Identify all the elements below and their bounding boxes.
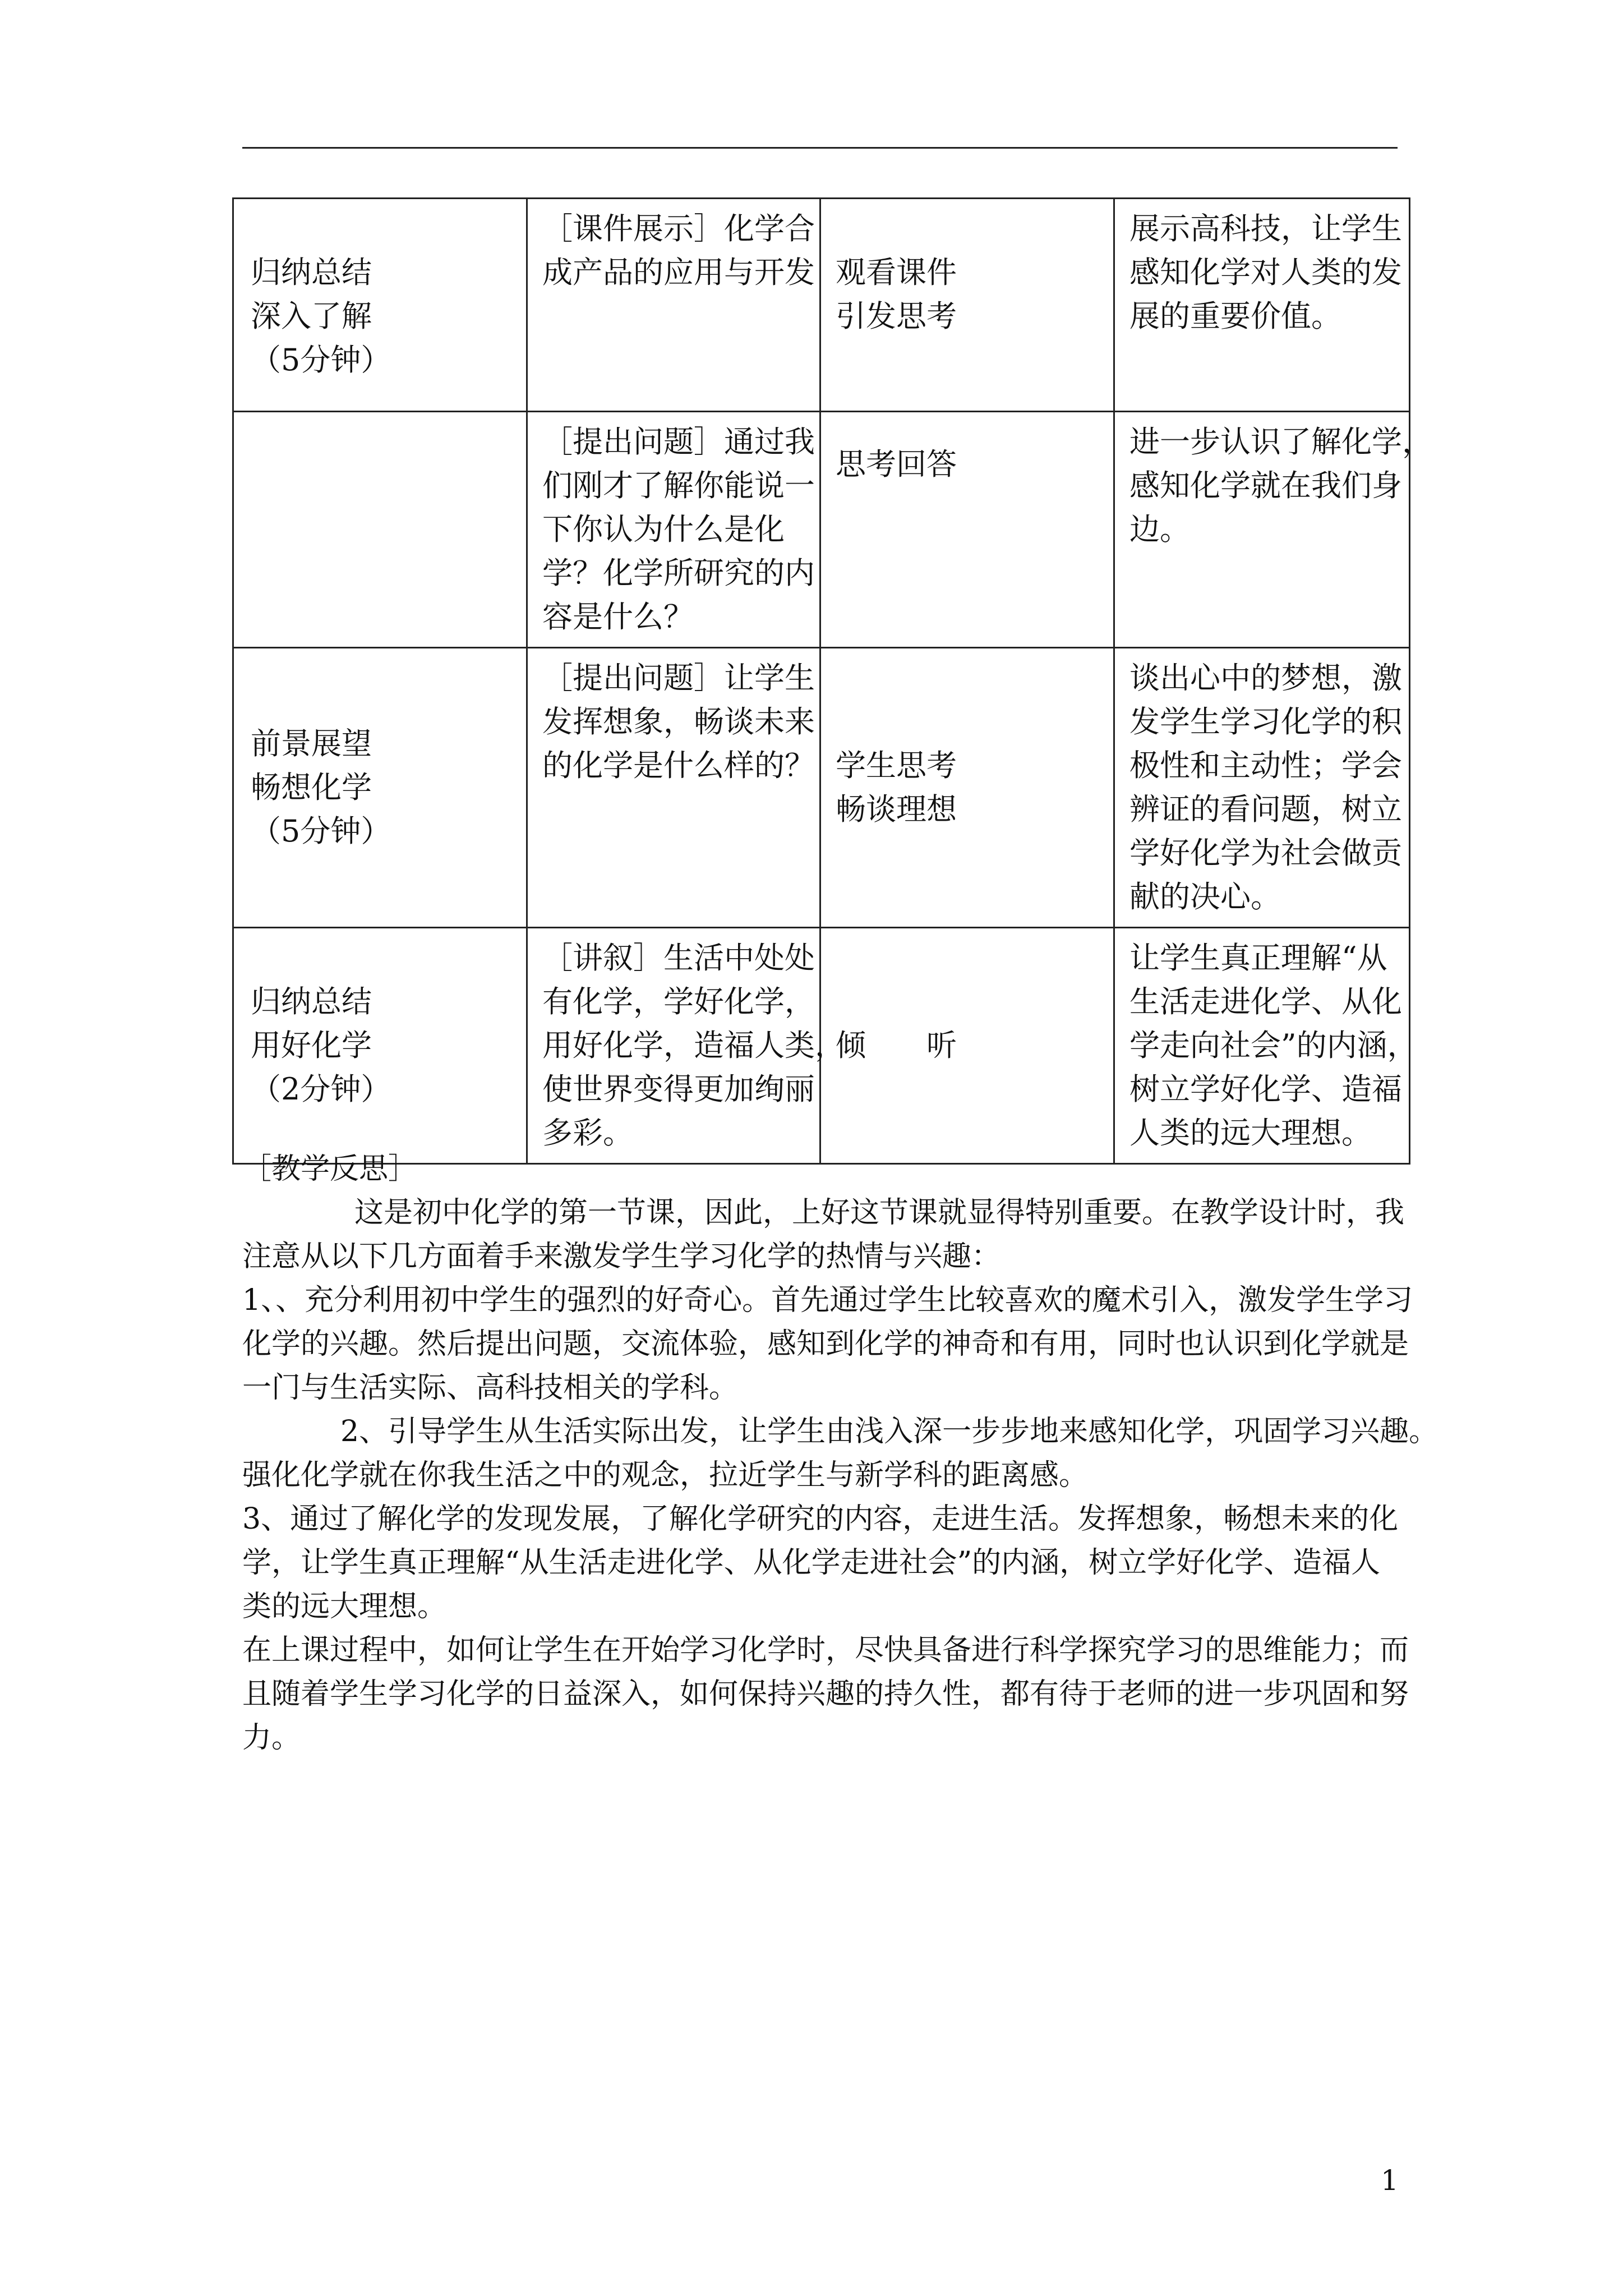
reflection-line: 2、引导学生从生活实际出发，让学生由浅入深一步步地来感知化学，巩固学习兴趣。 bbox=[340, 1415, 1438, 1448]
reflection-line: 一门与生活实际、高科技相关的学科。 bbox=[242, 1371, 739, 1405]
header-rule bbox=[242, 147, 1398, 149]
stage-cell bbox=[233, 648, 527, 928]
page-number: 1 bbox=[1381, 2164, 1399, 2197]
table-row bbox=[233, 199, 1410, 412]
reflection-line: 力。 bbox=[242, 1721, 301, 1755]
reflection-line: 这是初中化学的第一节课，因此，上好这节课就显得特别重要。在教学设计时，我 bbox=[354, 1196, 1405, 1230]
stage-line: 用好化学 bbox=[251, 1028, 372, 1063]
reflection-line: 类的远大理想。 bbox=[242, 1590, 447, 1623]
stage-cell bbox=[233, 928, 527, 1164]
reflection-line: 1、、充分利用初中学生的强烈的好奇心。首先通过学生比较喜欢的魔术引入，激发学生学习 bbox=[242, 1283, 1413, 1317]
teacher-activity-cell: ［课件展示］化学合 成产品的应用与开发 bbox=[527, 199, 820, 412]
teaching-reflection bbox=[242, 1147, 1438, 1760]
student-activity-cell: 思考回答 bbox=[820, 412, 1114, 648]
table-row bbox=[233, 648, 1410, 928]
stage-line: 归纳总结 bbox=[251, 984, 372, 1019]
stage-line: （5分钟） bbox=[251, 813, 391, 849]
reflection-line: 化学的兴趣。然后提出问题，交流体验，感知到化学的神奇和有用，同时也认识到化学就是 bbox=[242, 1327, 1409, 1361]
student-activity-cell: 学生思考 畅谈理想 bbox=[820, 648, 1114, 928]
reflection-heading: ［教学反思］ bbox=[242, 1152, 418, 1186]
stage-line: 归纳总结 bbox=[251, 255, 372, 290]
student-activity-cell: 倾 听 bbox=[820, 928, 1114, 1164]
stage-cell bbox=[233, 199, 527, 412]
stage-line: （2分钟） bbox=[251, 1071, 391, 1107]
stage-line: 深入了解 bbox=[251, 298, 372, 334]
teacher-activity-cell: ［提出问题］让学生 发挥想象，畅谈未来 的化学是什么样的？ bbox=[527, 648, 820, 928]
design-intent-cell: 让学生真正理解“从 生活走进化学、从化 学走向社会”的内涵， 树立学好化学、造福 人类的远大理想。 bbox=[1114, 928, 1410, 1164]
stage-line: 畅想化学 bbox=[251, 770, 372, 805]
teacher-activity-cell: ［讲叙］生活中处处 有化学，学好化学， 用好化学，造福人类， 使世界变得更加绚丽 多彩。 bbox=[527, 928, 820, 1164]
teacher-activity-cell: ［提出问题］通过我 们刚才了解你能说一 下你认为什么是化 学？化学所研究的内 容是什么？ bbox=[527, 412, 820, 648]
reflection-line: 在上课过程中，如何让学生在开始学习化学时，尽快具备进行科学探究学习的思维能力；而 bbox=[242, 1634, 1409, 1667]
reflection-line: 强化化学就在你我生活之中的观念，拉近学生与新学科的距离感。 bbox=[242, 1458, 1089, 1492]
design-intent-cell: 展示高科技，让学生 感知化学对人类的发 展的重要价值。 bbox=[1114, 199, 1410, 412]
design-intent-cell: 谈出心中的梦想，激 发学生学习化学的积 极性和主动性；学会 辨证的看问题，树立 学好化学为社会做贡 献的决心。 bbox=[1114, 648, 1410, 928]
stage-line: 前景展望 bbox=[251, 726, 372, 761]
stage-line: （5分钟） bbox=[251, 342, 391, 378]
stage-cell bbox=[233, 412, 527, 648]
lesson-plan-table bbox=[232, 197, 1432, 1165]
student-activity-cell: 观看课件 引发思考 bbox=[820, 199, 1114, 412]
table-row bbox=[233, 928, 1410, 1164]
reflection-line: 3、通过了解化学的发现发展，了解化学研究的内容，走进生活。发挥想象，畅想未来的化 bbox=[242, 1502, 1399, 1536]
table-row bbox=[233, 412, 1410, 648]
reflection-line: 学，让学生真正理解“从生活走进化学、从化学走进社会”的内涵，树立学好化学、造福人 bbox=[242, 1546, 1381, 1580]
design-intent-cell: 进一步认识了解化学， 感知化学就在我们身 边。 bbox=[1114, 412, 1410, 648]
reflection-line: 且随着学生学习化学的日益深入，如何保持兴趣的持久性，都有待于老师的进一步巩固和努 bbox=[242, 1677, 1409, 1711]
reflection-line: 注意从以下几方面着手来激发学生学习化学的热情与兴趣： bbox=[242, 1240, 1001, 1273]
